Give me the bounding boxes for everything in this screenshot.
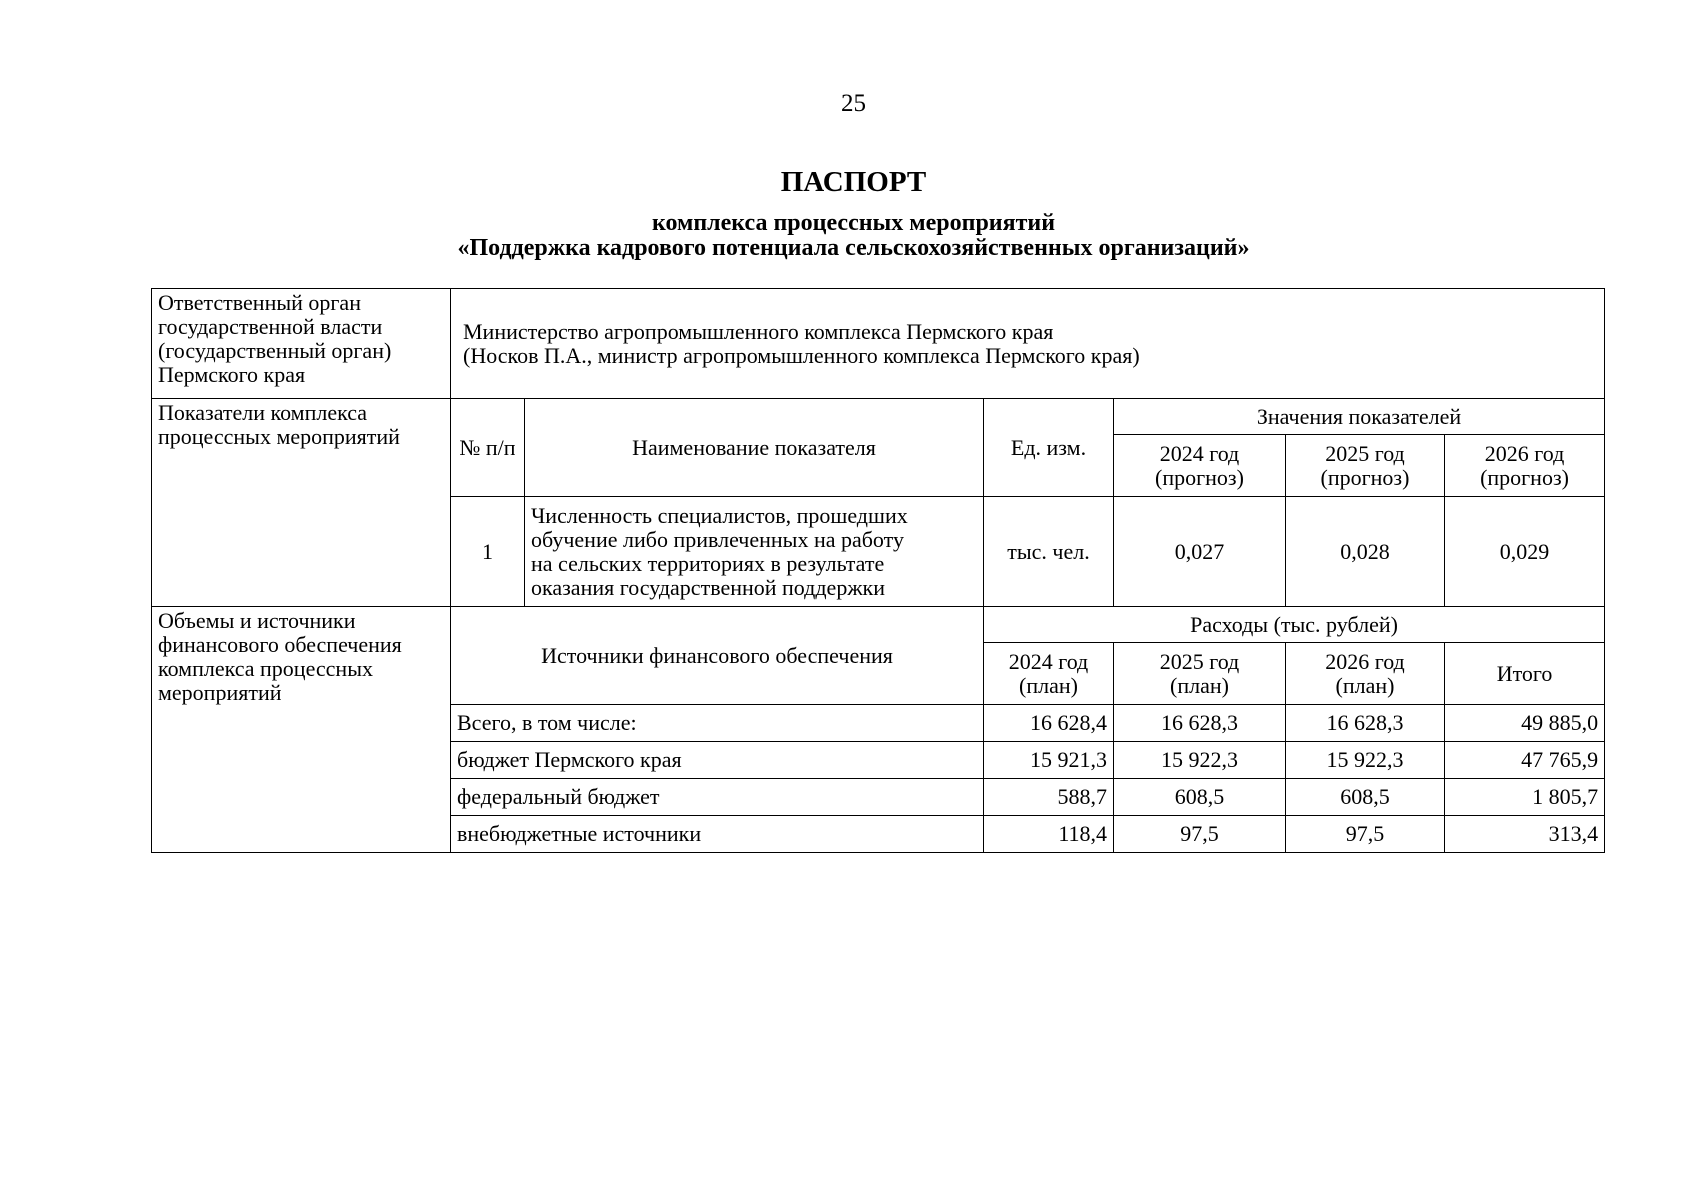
col-total-header: Итого <box>1445 643 1605 705</box>
responsible-body-value <box>451 289 1605 399</box>
label-line: Ответственный орган <box>158 290 361 315</box>
indicator-number: 1 <box>451 497 525 607</box>
amount-2024: 118,4 <box>984 816 1114 853</box>
year-note: (план) <box>1019 672 1078 698</box>
label-line: государственной власти <box>158 314 383 339</box>
year-label: 2025 год <box>1325 440 1405 466</box>
ministry-name: Министерство агропромышленного комплекса Пермского края <box>463 318 1054 344</box>
label-line: финансового обеспечения <box>158 632 402 657</box>
forecast-year-2026 <box>1445 435 1605 497</box>
col-values-header: Значения показателей <box>1114 399 1605 435</box>
financing-label <box>152 607 451 853</box>
amount-2024: 588,7 <box>984 779 1114 816</box>
indicator-unit: тыс. чел. <box>984 497 1114 607</box>
label-line: (государственный орган) <box>158 338 392 363</box>
col-number-header: № п/п <box>451 399 525 497</box>
subtitle-line-1: комплекса процессных мероприятий <box>651 210 1056 236</box>
indicator-name-line: на сельских территориях в результате <box>531 550 885 576</box>
col-expenses-header: Расходы (тыс. рублей) <box>984 607 1605 643</box>
year-note: (прогноз) <box>1480 464 1569 490</box>
minister-name: (Носков П.А., министр агропромышленного комплекса Пермского края) <box>463 342 1140 368</box>
amount-total: 313,4 <box>1445 816 1605 853</box>
forecast-year-2024 <box>1114 435 1286 497</box>
label-line: Показатели комплекса <box>158 400 368 425</box>
year-label: 2025 год <box>1159 648 1240 674</box>
plan-year-2026 <box>1286 643 1445 705</box>
indicator-name <box>525 497 984 607</box>
indicators-label <box>152 399 451 607</box>
amount-total: 1 805,7 <box>1445 779 1605 816</box>
col-sources-header: Источники финансового обеспечения <box>451 607 984 705</box>
subtitle-line-2: «Поддержка кадрового потенциала сельскохозяйственных организаций» <box>457 235 1250 261</box>
amount-2024: 16 628,4 <box>984 705 1114 742</box>
source-name: федеральный бюджет <box>451 779 984 816</box>
amount-2026: 608,5 <box>1286 779 1445 816</box>
amount-2025: 16 628,3 <box>1114 705 1286 742</box>
label-line: процессных мероприятий <box>158 424 400 449</box>
year-note: (прогноз) <box>1320 464 1410 490</box>
year-label: 2024 год <box>1008 648 1089 674</box>
year-label: 2026 год <box>1325 648 1405 674</box>
year-label: 2026 год <box>1484 440 1565 466</box>
year-note: (прогноз) <box>1155 464 1244 490</box>
col-indicator-name-header: Наименование показателя <box>525 399 984 497</box>
source-name: бюджет Пермского края <box>451 742 984 779</box>
amount-total: 47 765,9 <box>1445 742 1605 779</box>
document-title: ПАСПОРТ <box>780 166 927 198</box>
label-line: мероприятий <box>158 680 282 705</box>
page-number: 25 <box>841 90 866 117</box>
amount-2024: 15 921,3 <box>984 742 1114 779</box>
responsible-body-label <box>152 289 451 399</box>
year-note: (план) <box>1335 672 1395 698</box>
source-name: Всего, в том числе: <box>451 705 984 742</box>
source-name: внебюджетные источники <box>451 816 984 853</box>
col-unit-header: Ед. изм. <box>984 399 1114 497</box>
amount-2026: 15 922,3 <box>1286 742 1445 779</box>
year-note: (план) <box>1170 672 1229 698</box>
indicator-name-line: обучение либо привлеченных на работу <box>531 526 904 552</box>
amount-total: 49 885,0 <box>1445 705 1605 742</box>
passport-table <box>151 288 1605 853</box>
indicator-value-2026: 0,029 <box>1445 497 1605 607</box>
document-subtitle <box>0 211 1707 261</box>
year-label: 2024 год <box>1159 440 1240 466</box>
amount-2025: 15 922,3 <box>1114 742 1286 779</box>
indicator-name-line: оказания государственной поддержки <box>531 574 885 600</box>
amount-2025: 608,5 <box>1114 779 1286 816</box>
label-line: комплекса процессных <box>158 656 373 681</box>
amount-2026: 97,5 <box>1286 816 1445 853</box>
indicator-value-2025: 0,028 <box>1286 497 1445 607</box>
indicator-value-2024: 0,027 <box>1114 497 1286 607</box>
forecast-year-2025 <box>1286 435 1445 497</box>
plan-year-2024 <box>984 643 1114 705</box>
label-line: Объемы и источники <box>158 608 356 633</box>
amount-2025: 97,5 <box>1114 816 1286 853</box>
amount-2026: 16 628,3 <box>1286 705 1445 742</box>
label-line: Пермского края <box>158 362 306 387</box>
indicator-name-line: Численность специалистов, прошедших <box>531 502 908 528</box>
plan-year-2025 <box>1114 643 1286 705</box>
